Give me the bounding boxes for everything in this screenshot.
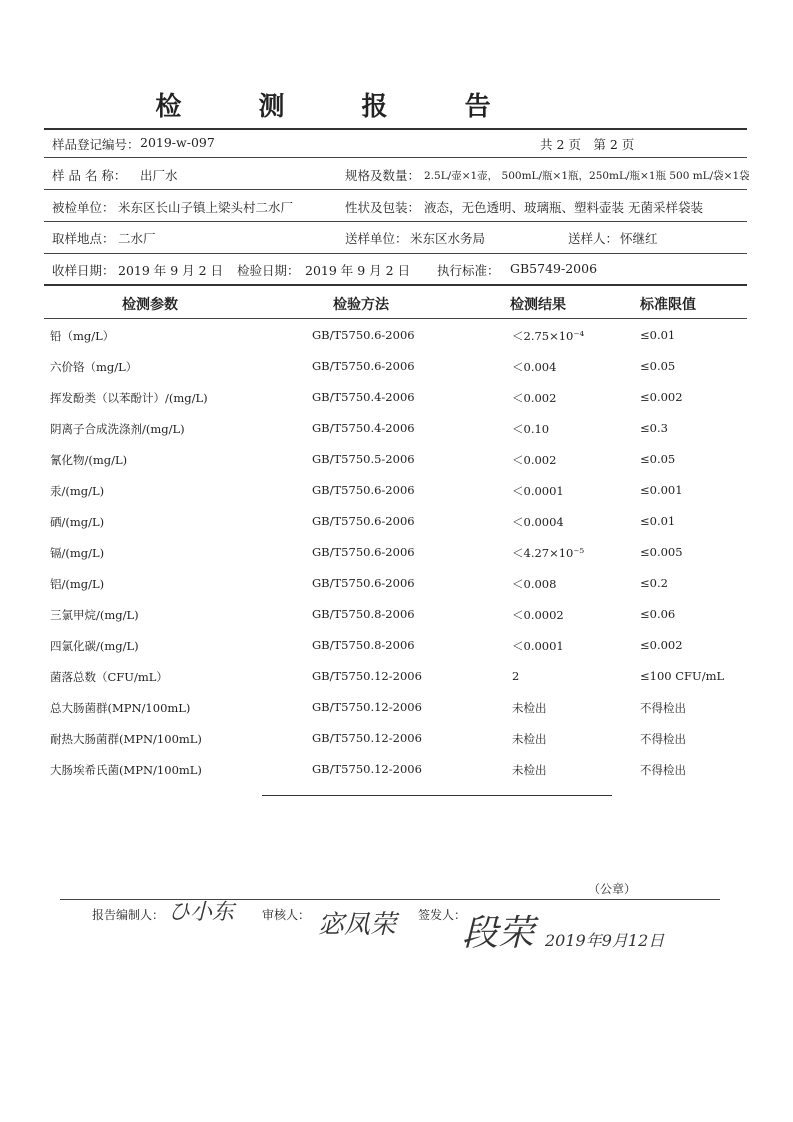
issuer-label: 签发人： — [418, 908, 467, 922]
test-date-label: 检验日期： — [237, 263, 300, 278]
result-cell: 2 — [512, 669, 520, 683]
result-cell: ＜2.75×10⁻⁴ — [512, 329, 585, 343]
method-cell: GB/T5750.12-2006 — [312, 669, 422, 683]
table-row — [0, 700, 793, 726]
method-cell: GB/T5750.12-2006 — [312, 700, 422, 714]
nature-label: 性状及包装： — [345, 200, 421, 215]
param-cell: 镉/(mg/L) — [50, 546, 105, 560]
sample-name: 出厂水 — [140, 168, 178, 183]
param-cell: 菌落总数（CFU/mL） — [50, 670, 168, 684]
limit-cell: ≤100 CFU/mL — [640, 669, 725, 683]
table-row — [0, 328, 793, 354]
table-row — [0, 669, 793, 695]
table-row — [0, 731, 793, 757]
result-cell: ＜0.008 — [512, 577, 557, 591]
result-cell: ＜0.004 — [512, 360, 557, 374]
result-cell: ＜0.0001 — [512, 639, 564, 653]
param-cell: 铅（mg/L） — [50, 329, 115, 343]
limit-cell: 不得检出 — [640, 701, 686, 715]
result-cell: 未检出 — [512, 701, 547, 715]
spec-value: 2.5L/壶×1壶， 500mL/瓶×1瓶，250mL/瓶×1瓶 500 mL/袋×1袋 — [424, 170, 750, 182]
limit-cell: ≤0.05 — [640, 452, 676, 466]
sender-label: 送样人： — [568, 231, 619, 246]
table-header-rule — [44, 318, 747, 319]
method-cell: GB/T5750.6-2006 — [312, 328, 415, 342]
table-row — [0, 638, 793, 664]
result-cell: 未检出 — [512, 763, 547, 777]
result-cell: ＜0.0001 — [512, 484, 564, 498]
test-date: 2019 年 9 月 2 日 — [305, 263, 411, 278]
table-row — [0, 762, 793, 788]
table-row — [0, 421, 793, 447]
param-cell: 耐热大肠菌群(MPN/100mL) — [50, 732, 202, 746]
header-rule-3 — [44, 221, 747, 222]
table-row — [0, 390, 793, 416]
table-row — [0, 607, 793, 633]
limit-cell: ≤0.01 — [640, 328, 676, 342]
limit-cell: ≤0.2 — [640, 576, 668, 590]
limit-cell: ≤0.05 — [640, 359, 676, 373]
method-cell: GB/T5750.12-2006 — [312, 731, 422, 745]
method-cell: GB/T5750.8-2006 — [312, 638, 415, 652]
result-cell: ＜0.0002 — [512, 608, 564, 622]
table-row — [0, 483, 793, 509]
header-rule-2 — [44, 189, 747, 190]
param-cell: 挥发酚类（以苯酚计）/(mg/L) — [50, 391, 208, 405]
reg-label: 样品登记编号： — [52, 137, 140, 152]
result-cell: 未检出 — [512, 732, 547, 746]
limit-cell: ≤0.002 — [640, 390, 683, 404]
footer-rule — [60, 899, 720, 900]
result-cell: ＜4.27×10⁻⁵ — [512, 546, 585, 560]
method-cell: GB/T5750.6-2006 — [312, 545, 415, 559]
param-cell: 总大肠菌群(MPN/100mL) — [50, 701, 191, 715]
sender-unit-label: 送样单位： — [345, 231, 408, 246]
official-seal-label: （公章） — [588, 882, 637, 896]
col-header-param: 检测参数 — [122, 297, 178, 313]
table-row — [0, 359, 793, 385]
report-title: 检 测 报 告 — [155, 92, 525, 122]
table-bottom-rule — [262, 795, 612, 796]
method-cell: GB/T5750.6-2006 — [312, 576, 415, 590]
limit-cell: ≤0.002 — [640, 638, 683, 652]
param-cell: 氰化物/(mg/L) — [50, 453, 128, 467]
result-cell: ＜0.10 — [512, 422, 550, 436]
method-cell: GB/T5750.6-2006 — [312, 483, 415, 497]
unit-value: 米东区长山子镇上梁头村二水厂 — [118, 200, 294, 215]
param-cell: 阴离子合成洗涤剂/(mg/L) — [50, 422, 185, 436]
recv-date: 2019 年 9 月 2 日 — [118, 263, 224, 278]
limit-cell: ≤0.3 — [640, 421, 668, 435]
table-row — [0, 452, 793, 478]
method-cell: GB/T5750.6-2006 — [312, 359, 415, 373]
spec-label: 规格及数量： — [345, 168, 421, 183]
method-cell: GB/T5750.6-2006 — [312, 514, 415, 528]
header-rule-4 — [44, 253, 747, 254]
header-rule-1 — [44, 157, 747, 158]
param-cell: 硒/(mg/L) — [50, 515, 105, 529]
issuer-signature: 段荣 — [462, 913, 535, 954]
sign-date: 2019年9月12日 — [545, 931, 665, 950]
limit-cell: ≤0.005 — [640, 545, 683, 559]
table-top-rule — [44, 284, 747, 286]
limit-cell: 不得检出 — [640, 763, 686, 777]
unit-label: 被检单位： — [52, 200, 115, 215]
standard-label: 执行标准： — [437, 263, 500, 278]
site-value: 二水厂 — [118, 231, 156, 246]
method-cell: GB/T5750.5-2006 — [312, 452, 415, 466]
col-header-result: 检测结果 — [510, 297, 566, 313]
col-header-limit: 标准限值 — [640, 297, 696, 313]
table-row — [0, 514, 793, 540]
standard-value: GB5749-2006 — [510, 261, 598, 276]
param-cell: 汞/(mg/L) — [50, 484, 105, 498]
method-cell: GB/T5750.4-2006 — [312, 390, 415, 404]
header-top-rule — [44, 128, 747, 130]
limit-cell: ≤0.01 — [640, 514, 676, 528]
method-cell: GB/T5750.4-2006 — [312, 421, 415, 435]
param-cell: 大肠埃希氏菌(MPN/100mL) — [50, 763, 202, 777]
reviewer-label: 审核人： — [262, 908, 311, 922]
param-cell: 六价铬（mg/L） — [50, 360, 138, 374]
param-cell: 四氯化碳/(mg/L) — [50, 639, 139, 653]
limit-cell: ≤0.001 — [640, 483, 683, 497]
page-count: 共 2 页 第 2 页 — [540, 137, 635, 152]
result-cell: ＜0.0004 — [512, 515, 564, 529]
sample-name-label: 样 品 名 称： — [52, 168, 127, 183]
result-cell: ＜0.002 — [512, 453, 557, 467]
table-row — [0, 545, 793, 571]
param-cell: 铝/(mg/L) — [50, 577, 105, 591]
table-row — [0, 576, 793, 602]
col-header-method: 检验方法 — [333, 297, 389, 313]
limit-cell: 不得检出 — [640, 732, 686, 746]
reviewer-signature: 宓凤荣 — [318, 910, 397, 940]
recv-date-label: 收样日期： — [52, 263, 115, 278]
sender-value: 怀继红 — [620, 231, 658, 246]
limit-cell: ≤0.06 — [640, 607, 676, 621]
sender-unit-value: 米东区水务局 — [410, 231, 486, 246]
author-signature: ひ小东 — [168, 900, 235, 925]
param-cell: 三氯甲烷/(mg/L) — [50, 608, 139, 622]
site-label: 取样地点： — [52, 231, 115, 246]
nature-value: 液态，无色透明、玻璃瓶、塑料壶装 无菌采样袋装 — [424, 200, 703, 215]
reg-number: 2019-w-097 — [140, 135, 215, 150]
result-cell: ＜0.002 — [512, 391, 557, 405]
method-cell: GB/T5750.12-2006 — [312, 762, 422, 776]
method-cell: GB/T5750.8-2006 — [312, 607, 415, 621]
author-label: 报告编制人： — [92, 908, 165, 922]
